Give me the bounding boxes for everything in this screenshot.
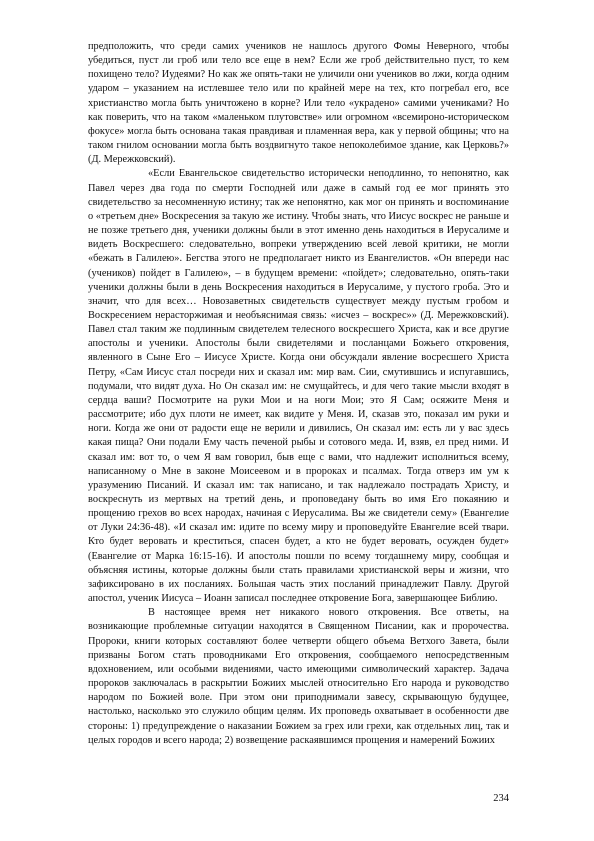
page-number: 234 (493, 793, 509, 804)
paragraph-2: «Если Евангельское свидетельство исторически неподлинно, то непонятно, как Павел через два года по смерти Господней или даже в самый год ее мог принять это свидетельство за несомненную истину; так же непонятно, как мог он принять и воспоминание о «третьем дне» Воскресения за такую же истину. Чтобы знать, что Иисус воскрес не раньше и не позже третьего дня, ученики должны были в этот именно день находиться в Иерусалиме и видеть Воскресшего: следовательно, вопреки утверждению всей левой критики, не могли «бежать в Галилею». Бегства этого не предполагает никто из Евангелистов. «Он впереди нас (учеников) пойдет в Галилею», – в будущем времени: «пойдет»; следовательно, опять-таки ученики должны были в день Воскресения находиться в Иерусалиме, у пустого гроба. Это и значит, что для всех… Новозаветных свидетельств существует между пустым гробом и Воскресением нерасторжимая и необъяснимая связь: «исчез – воскрес»» (Д. Мережковский). Павел стал таким же подлинным свидетелем телесного воскресшего Христа, как и все другие апостолы и ученики. Апостолы были свидетелями и посланцами Божьего откровения, явленного в Сыне Его – Иисусе Христе. Когда они обсуждали явление восресшего Христа Петру, «Сам Иисус стал посреди них и сказал им: мир вам. Сии, смутившись и испугавшись, подумали, что видят духа. Но Он сказал им: не смущайтесь, и для чего такие мысли входят в сердца ваши? Посмотрите на руки Мои и на ноги Мои; это Я Сам; осяжите Меня и рассмотрите; ибо дух плоти не имеет, как видите у Меня. И, сказав это, показал им руки и ноги. Когда же они от радости еще не верили и дивились, Он сказал им: есть ли у вас здесь какая пища? Они подали Ему часть печеной рыбы и сотового меда. И, взяв, ел пред ними. И сказал им: вот то, о чем Я вам говорил, быв еще с вами, что надлежит исполниться всему, написанному о Мне в законе Моисеевом и в пророках и псалмах. Тогда отверз им ум к уразумению Писаний. И сказал им: так написано, и так надлежало пострадать Христу, и воскреснуть из мертвых на третий день, и проповедану быть во имя Его покаянию и прощению грехов во всех народах, начиная с Иерусалима. Вы же свидетели сему» (Евангелие от Луки 24:36-48). «И сказал им: идите по всему миру и проповедуйте Евангелие всей твари. Кто будет веровать и креститься, спасен будет, а кто не будет веровать, осужден будет» (Евангелие от Марка 16:15-16). И апостолы пошли по всему тогдашнему миру, сообщая и объясняя истины, которые должны были стать правилами христианской веры и жизни, что зафиксировано в их посланиях. Большая часть этих посланий принадлежит Павлу. Другой апостол, ученик Иисуса – Иоанн записал последнее откровение Бога, завершающее Библию. (88, 168, 509, 605)
paragraph-1: предположить, что среди самих учеников не нашлось другого Фомы Неверного, чтобы убедиться, пуст ли гроб или тело все еще в нем? Если же гроб действительно пуст, то кем похищено тело? Иудеями? Но как же опять-таки не уличили они учеников во лжи, когда одним ударом – указанием на истлевшее тело или по крайней мере на тех, кто погребал его, все христианство могла быть уничтожено в корне? Или тело «украдено» самими учениками? Но как поверить, что на таком «маленьком плутовстве» или огромном «всемироно-историческом фокусе» могла быть основана такая правдивая и пламенная вера, как у первой общины; что на таком гнилом основании могла быть воздвигнуто такое непоколебимое здание, как Церковь?» (Д. Мережковский). (88, 41, 509, 166)
document-body (88, 40, 509, 748)
paragraph-3: В настоящее время нет никакого нового откровения. Все ответы, на возникающие проблемные ситуации находятся в Священном Писании, как и пророчества. Пророки, книги которых составляют более четверти общего объема Ветхого Завета, были призваны Богом стать проводниками Его откровения, сообщаемого непосредственным вдохновением, или особыми видениями, часто имеющими символический характер. Задача пророков заключалась в раскрытии Божиих мыслей относительно Его народа и руководство народом по Божией воле. При этом они приподнимали завесу, скрывающую будущее, настолько, насколько это служило общим целям. Их проповедь охватывает в особенности две стороны: 1) предупреждение о наказании Божием за грех или грехи, как отдельных лиц, так и целых городов и всего народа; 2) возвещение раскаявшимся прощения и намерений Божиих (88, 607, 509, 746)
